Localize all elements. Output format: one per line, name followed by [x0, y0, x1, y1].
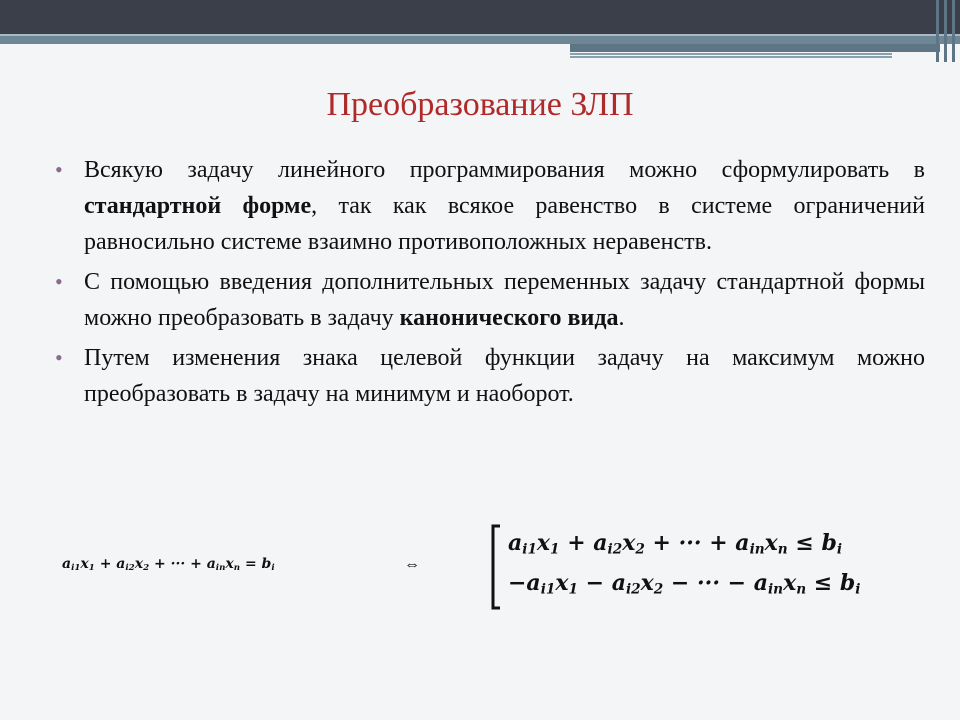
bullet-item: • Всякую задачу линейного программирования можно сформулировать в стандартной форме, так как всякое равенство в системе ограничений равносильно системе взаимно противоположных неравенств.: [55, 152, 925, 260]
header-accent-band: [0, 36, 960, 44]
bullet-dot-icon: •: [55, 269, 63, 294]
corner-decoration: [928, 0, 960, 62]
bold-term: канонического вида: [399, 305, 619, 331]
bullet-dot-icon: •: [55, 157, 63, 182]
equivalence-arrow-icon: ⇔: [404, 556, 420, 573]
accent-line: [570, 56, 892, 58]
system-brace: [488, 524, 502, 610]
header-bar: [0, 0, 960, 34]
slide-title: Преобразование ЗЛП: [326, 86, 634, 123]
equality-constraint-formula: $a_{i1}x_1 + a_{i2}x_2$ + ··· + $a_{in}x_n = b_i$: [62, 556, 275, 574]
inequality-formula-1: $a_{i1}x_1 + a_{i2}x_2$ + ··· + $a_{in}x_n \le b_i$: [508, 530, 843, 558]
header-accent-segment: [570, 44, 940, 52]
inequality-formula-2: $-a_{i1}x_1 - a_{i2}x_2$ − ··· − $a_{in}x_n \le b_i$: [508, 570, 861, 598]
bullet-item: • С помощью введения дополнительных переменных задачу стандартной формы можно преобразовать в задачу канонического вида.: [55, 264, 925, 336]
bullet-dot-icon: •: [55, 345, 63, 370]
bold-term: стандартной форме: [84, 193, 312, 219]
bullet-item: • Путем изменения знака целевой функции задачу на максимум можно преобразовать в задачу на минимум и наоборот.: [55, 340, 925, 412]
accent-line: [570, 53, 892, 55]
bullet-list: [55, 152, 925, 416]
